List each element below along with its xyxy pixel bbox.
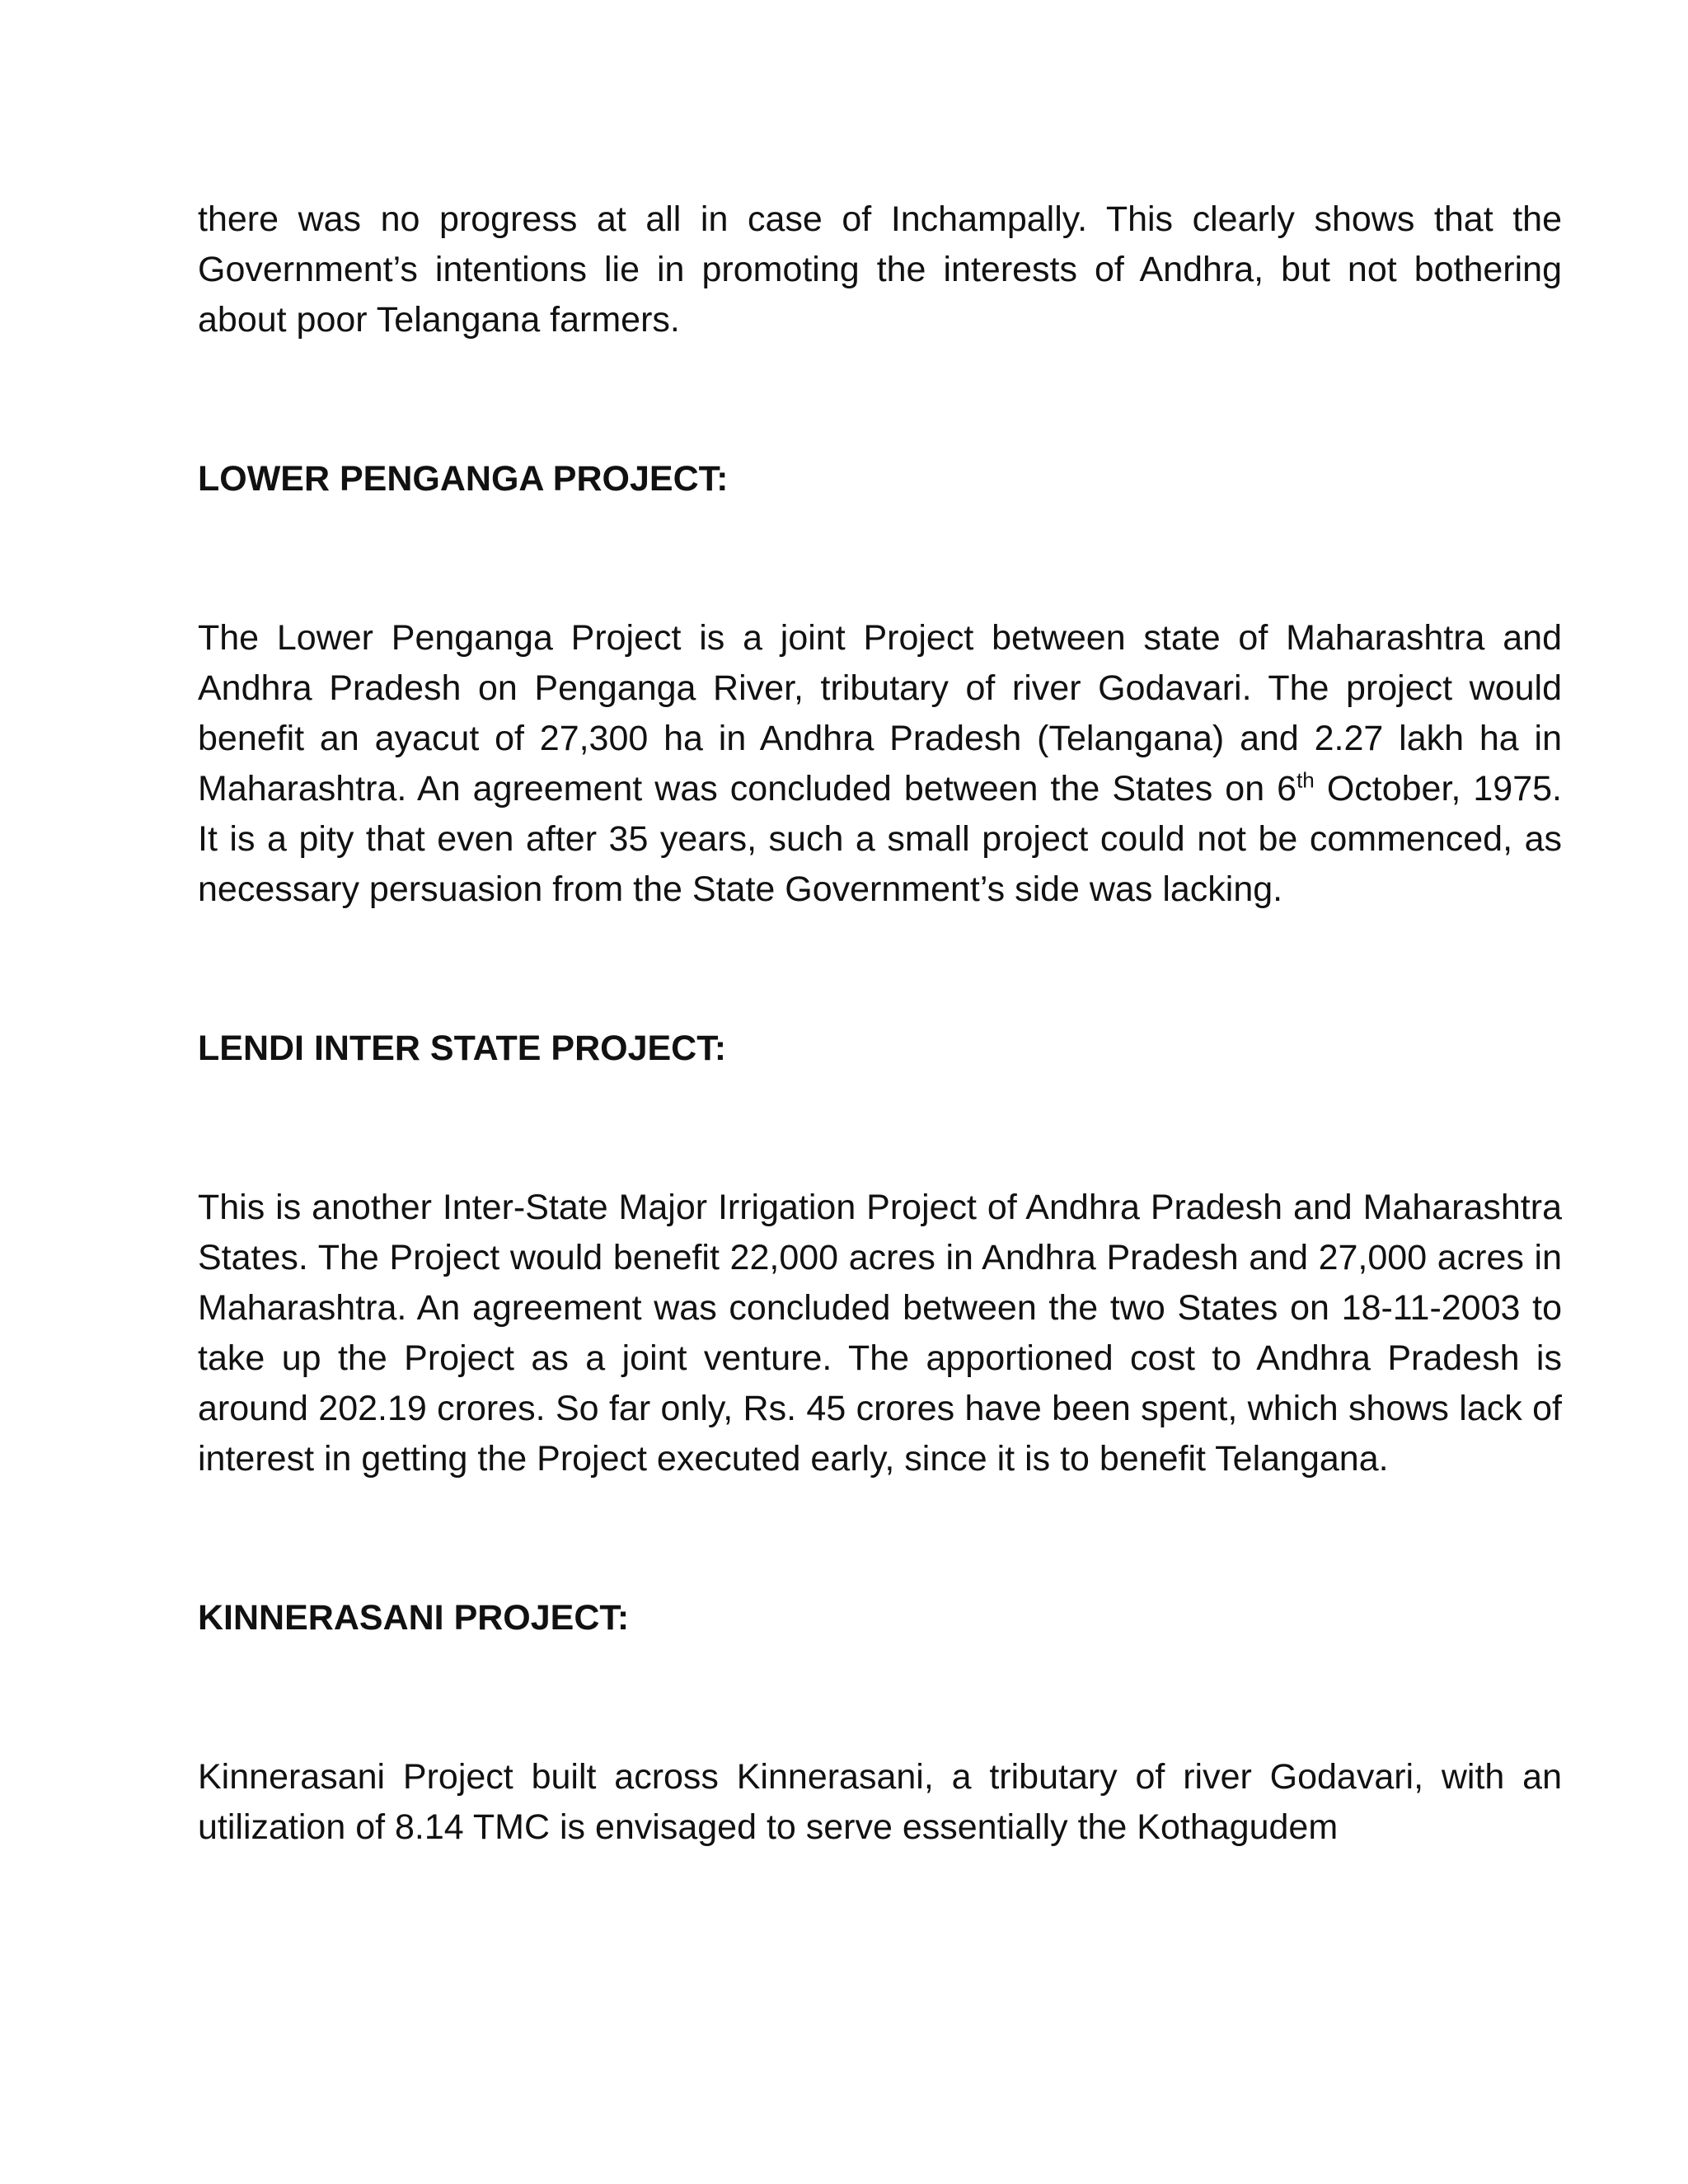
spacer xyxy=(198,345,1562,454)
spacer xyxy=(198,1643,1562,1752)
paragraph-kinnerasani: Kinnerasani Project built across Kinnerasani, a tributary of river Godavari, with an utilization of 8.14 TMC is envisaged to serve essentially the Kothagudem xyxy=(198,1757,1562,1847)
superscript-ordinal: th xyxy=(1296,767,1315,793)
paragraph-text: The Lower Penganga Project is a joint Project between state of Maharashtra and Andhra Pradesh on Penganga River, tributary of river Godavari. The project would benefit an ayacut of 27,300 ha in Andhra Pradesh (Telangana) and 2.27 lakh ha in Maharashtra. An agreement was concluded between the States on 6 xyxy=(198,618,1562,808)
spacer xyxy=(198,1484,1562,1593)
document-body xyxy=(198,194,1562,1853)
paragraph-lower-penganga xyxy=(198,613,1562,915)
paragraph-text: October, 1975. It is a pity that even after 35 years, such a small project could not be commenced, as necessary persuasion from the State Government’s side was lacking. xyxy=(198,769,1562,909)
spacer xyxy=(198,915,1562,1024)
heading-lower-penganga: LOWER PENGANGA PROJECT: xyxy=(198,459,729,499)
paragraph-lendi-inter-state: This is another Inter-State Major Irrigation Project of Andhra Pradesh and Maharashtra States. The Project would benefit 22,000 acres in Andhra Pradesh and 27,000 acres in Maharashtra. An agreement was concluded between the two States on 18-11-2003 to take up the Project as a joint venture. The apportioned cost to Andhra Pradesh is around 202.19 crores. So far only, Rs. 45 crores have been spent, which shows lack of interest in getting the Project executed early, since it is to benefit Telangana. xyxy=(198,1188,1562,1479)
spacer xyxy=(198,1074,1562,1183)
intro-paragraph: there was no progress at all in case of Inchampally. This clearly shows that the Government’s intentions lie in promoting the interests of Andhra, but not bothering about poor Telangana farmers. xyxy=(198,199,1562,340)
spacer xyxy=(198,504,1562,613)
heading-lendi-inter-state: LENDI INTER STATE PROJECT: xyxy=(198,1029,727,1068)
heading-kinnerasani: KINNERASANI PROJECT: xyxy=(198,1598,630,1638)
